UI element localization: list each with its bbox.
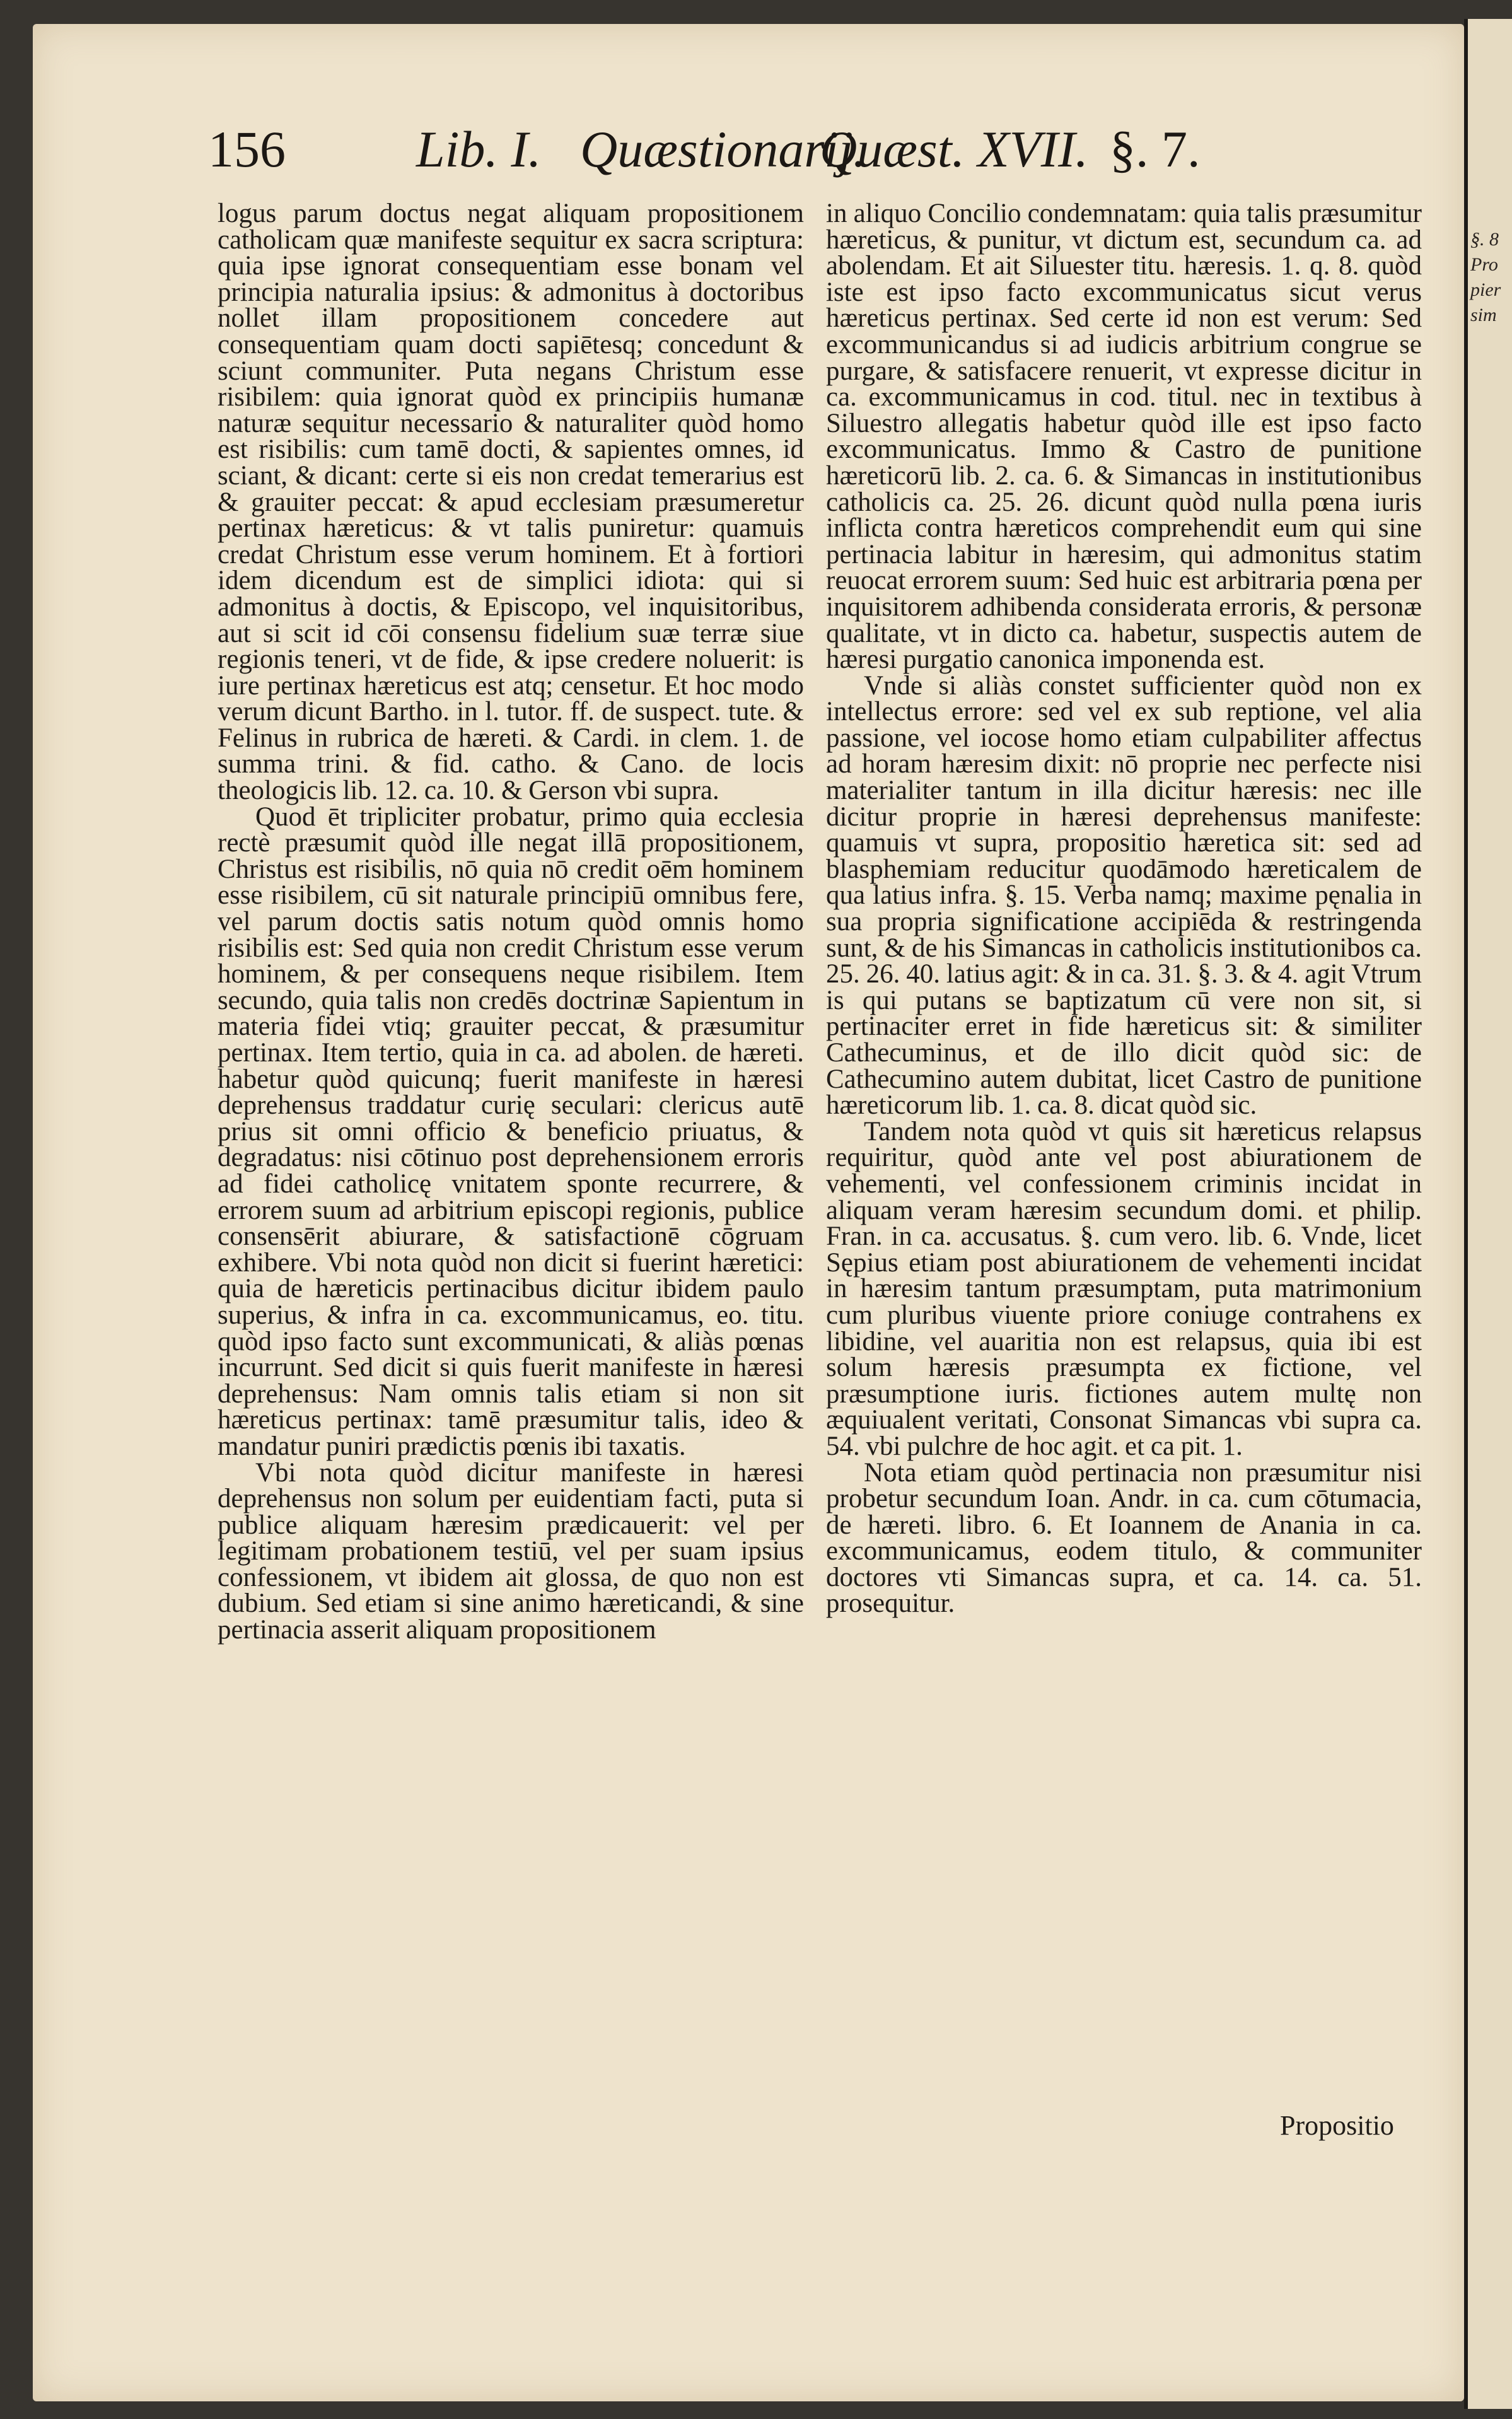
paragraph: Quod ēt tripliciter probatur, primo quia ecclesia rectè præsumit quòd ille negat illā propositionem, Christus est risibilis, nō quia nō credit oēm hominem esse risibilem, cū sit naturale principiū omnibus fere, vel parum doctis satis notum quòd omnis homo risibilis est: Sed quia non credit Christum esse verum hominem, & per consequens neque risibilem. Item secundo, quia talis non credēs doctrinæ Sapientum in materia fidei vtiq; grauiter peccat, & præsumitur pertinax. Item tertio, quia in ca. ad abolen. de hæreti. habetur quòd quicunq; fuerit manifeste in hæresi deprehensus traddatur curię seculari: clericus autē prius sit omni officio & beneficio priuatus, & degradatus: nisi cōtinuo post deprehensionem erroris ad fidei catholicę vnitatem sponte recurrere, & errorem suum ad arbitrium episcopi regionis, publice consensērit abiurare, & satisfactionē cōgruam exhibere. Vbi nota quòd non dicit si fuerint hæretici: quia de hæreticis pertinacibus dicitur ibidem paulo superius, & infra in ca. excommunicamus, eo. titu. quòd ipso facto sunt excommunicati, & aliàs pœnas incurrunt. Sed dicit si quis fuerit manifeste in hæresi deprehensus: Nam omnis talis etiam si non sit hæreticus pertinax: tamē præsumitur talis, ideo & mandatur puniri prædictis pœnis ibi taxatis.	[218, 801, 804, 1461]
running-header	[208, 120, 1248, 189]
header-work-title: Quæstionarij.	[580, 120, 866, 178]
paragraph: Vnde si aliàs constet sufficienter quòd non ex intellectus errore: sed vel ex sub reptione, vel alia passione, vel iocose homo etiam culpabiliter affectus ad horam hæresim dixit: nō proprie nec perfecte nisi materialiter tantum in illa dicitur hæresis: nec ille dicitur proprie in hæresi deprehensus manifeste: quamuis vt supra, propositio hæretica sit: sed ad blasphemiam reducitur quodāmodo hæreticalem de qua latius infra. §. 15. Verba namq; maxime pęnalia in sua propria significatione accipiēda & restringenda sunt, & de his Simancas in catholicis institutionibos ca. 25. 26. 40. latius agit: & in ca. 31. §. 3. & 4. agit Vtrum is qui putans se baptizatum cū vere non sit, si pertinaciter erret in fide hæreticus sit: & similiter Cathecuminus, et de illo dicit quòd sic: de Cathecumino autem dubitat, licet Castro de punitione hæreticorum lib. 1. ca. 8. dicat quòd sic.	[826, 670, 1422, 1121]
margin-note-line: sim	[1470, 305, 1497, 325]
page-number: 156	[208, 120, 286, 178]
margin-note-line: §. 8	[1470, 229, 1499, 250]
header-section: §. 7.	[1110, 120, 1201, 178]
header-question: Quæst. XVII.	[820, 120, 1088, 178]
margin-note-line: Pro	[1470, 254, 1498, 275]
adjacent-page-edge	[1464, 19, 1512, 2409]
paragraph: Vbi nota quòd dicitur manifeste in hæresi deprehensus non solum per euidentiam facti, puta si publice aliquam hæresim prædicauerit: vel per legitimam probationem testiū, vel per suam ipsius confessionem, vt ibidem ait glossa, de quo non est dubium. Sed etiam si sine animo hæreticandi, & sine pertinacia asserit aliquam propositionem	[218, 1457, 804, 1645]
paragraph: in aliquo Concilio condemnatam: quia talis præsumitur hæreticus, & punitur, vt dictum est, secundum ca. ad abolendam. Et ait Siluester titu. hæresis. 1. q. 8. quòd iste est ipso facto excommunicatus sicut verus hæreticus pertinax. Sed certe id non est verum: Sed excommunicandus si ad iudicis arbitrium congrue se purgare, & satisfacere renuerit, vt expresse dicitur in ca. excommunicamus in cod. titul. nec in textibus à Siluestro allegatis habetur quòd ille est ipso facto excommunicatus. Immo & Castro de punitione hæreticorū lib. 2. ca. 6. & Simancas in institutionibus catholicis ca. 25. 26. dicunt quòd nulla pœna iuris inflicta contra hæreticos comprehendit eum qui sine pertinacia labitur in hæresim, qui admonitus statim reuocat errorem suum: Sed huic est arbitraria pœna per inquisitorem adhibenda considerata erroris, & personæ qualitate, vt in dicto ca. habetur, suspectis autem de hæresi purgatio canonica imponenda est.	[826, 199, 1422, 675]
margin-note-line: pier	[1470, 279, 1501, 300]
left-text-column	[218, 201, 804, 1643]
paragraph: logus parum doctus negat aliquam propositionem catholicam quæ manifeste sequitur ex sacra scriptura: quia ipse ignorat consequentiam esse bonam vel principia naturalia ipsius: & admonitus à doctoribus nollet illam propositionem concedere aut consequentiam quam docti sapiētesq; concedunt & sciunt communiter. Puta negans Christum esse risibilem: quia ignorat quòd ex principiis humanæ naturæ sequitur necessario & naturaliter quòd homo est risibilis: cum tamē docti, & sapientes omnes, id sciant, & dicant: certe si eis non credat temerarius est & grauiter peccat: & apud ecclesiam præsumeretur pertinax hæreticus: & vt talis puniretur: quamuis credat Christum esse verum hominem. Et à fortiori idem dicendum est de simplici idiota: qui si admonitus à doctis, & Episcopo, vel inquisitoribus, aut si scit id cōi consensu fidelium suæ terræ siue regionis teneri, vt de fide, & ipse credere noluerit: is iure pertinax hæreticus est atq; censetur. Et hoc modo verum dicunt Bartho. in l. tutor. ff. de suspect. tute. & Felinus in rubrica de hæreti. & Cardi. in clem. 1. de summa trini. & fid. catho. & Cano. de locis theologicis lib. 12. ca. 10. & Gerson vbi supra.	[218, 199, 804, 806]
right-text-column	[826, 201, 1422, 1617]
header-book: Lib. I.	[416, 120, 542, 178]
catchword: Propositio	[1280, 2110, 1394, 2141]
paragraph: Nota etiam quòd pertinacia non præsumitur nisi probetur secundum Ioan. Andr. in ca. cum cōtumacia, de hæreti. libro. 6. Et Ioannem de Anania in ca. excommunicamus, eodem titulo, & communiter doctores vti Simancas supra, et ca. 14. ca. 51. prosequitur.	[826, 1457, 1422, 1619]
paragraph: Tandem nota quòd vt quis sit hæreticus relapsus requiritur, quòd ante vel post abiurationem de vehementi, vel confessionem criminis incidat in aliquam veram hæresim secundum domi. et philip. Fran. in ca. accusatus. §. cum vero. lib. 6. Vnde, licet Sępius etiam post abiurationem de vehementi incidat in hæresim tantum præsumptam, puta matrimonium cum pluribus viuente priore coniuge contrahens ex libidine, vel auaritia non est relapsus, quia ibi est solum hæresis præsumpta ex fictione, vel præsumptione iuris. fictiones autem multę non æquiualent veritati, Consonat Simancas vbi supra ca. 54. vbi pulchre de hoc agit. et ca pit. 1.	[826, 1116, 1422, 1461]
margin-note	[1470, 227, 1508, 328]
